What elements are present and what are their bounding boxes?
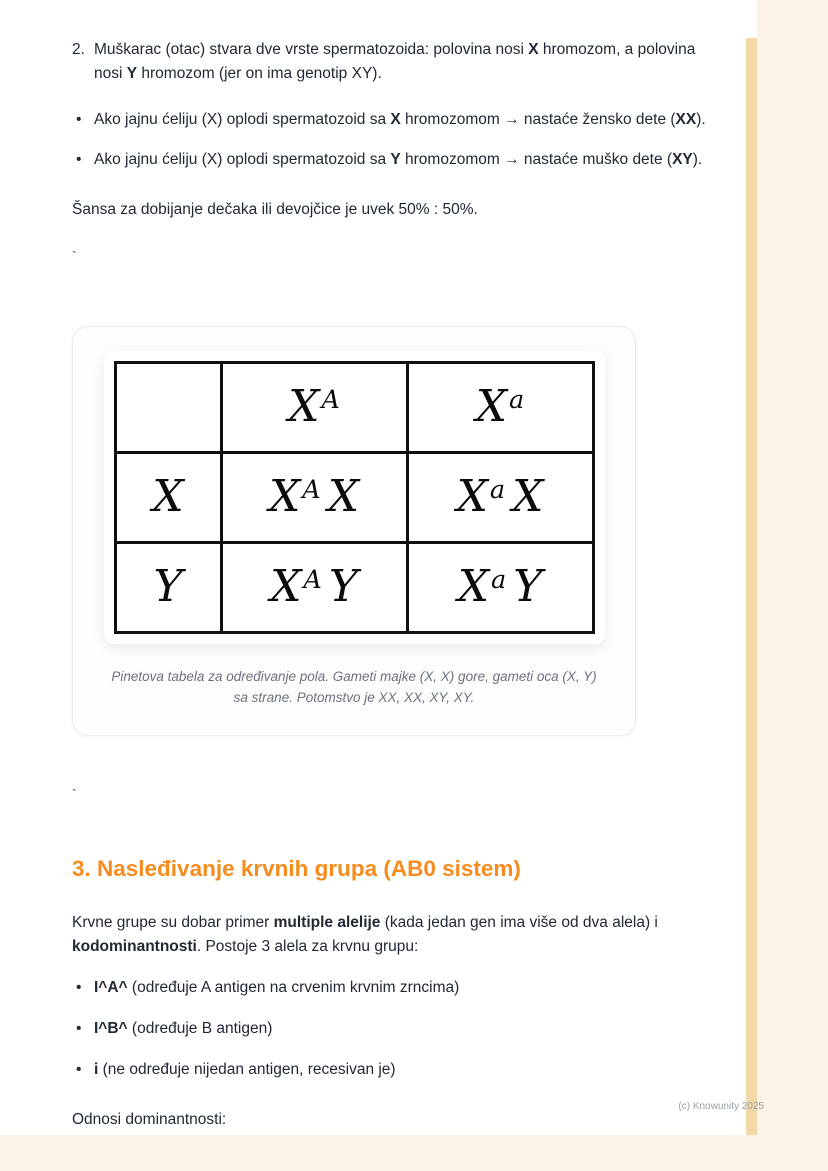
punnett-row xyxy=(115,452,593,542)
stray-backtick: ` xyxy=(72,248,77,265)
text-run: hromozom, a polovina nosi xyxy=(94,41,696,83)
allele-superscript: A xyxy=(302,475,321,506)
text-run: (određuje A antigen na crvenim krvnim zrncima) xyxy=(127,978,460,996)
bold-run: kodominantnosti xyxy=(72,937,197,955)
text-run: ). xyxy=(692,151,703,169)
figure-caption: Pinetova tabela za određivanje pola. Gameti majke (X, X) gore, gameti oca (X, Y) sa strane. Potomstvo je XX, XX, XY, XY. xyxy=(111,668,597,706)
blood-intro-paragraph xyxy=(72,911,720,959)
numbered-item-2 xyxy=(72,38,721,86)
allele-tail: Y xyxy=(328,561,358,613)
watermark: (c) Knowunity 2025 xyxy=(678,1101,764,1112)
allele-superscript: a xyxy=(509,385,525,416)
bullet-item-y xyxy=(76,148,721,172)
text-run: hromozom (jer on ima genotip XY). xyxy=(137,65,382,83)
allele-base: X xyxy=(288,381,320,433)
bold-run: X xyxy=(390,111,401,129)
bullet-item-text xyxy=(94,976,459,1000)
bold-run: I^A^ xyxy=(94,978,128,996)
section-heading-blood-groups: 3. Nasleđivanje krvnih grupa (AB0 sistem) xyxy=(72,855,521,881)
allele-superscript: a xyxy=(489,475,506,506)
text-run: (određuje B antigen) xyxy=(127,1019,273,1037)
text-run: Krvne grupe su dobar primer xyxy=(72,913,274,931)
punnett-cell xyxy=(115,362,221,452)
allele-base: X xyxy=(270,561,302,613)
stray-backtick: ` xyxy=(72,785,77,802)
allele-base: X xyxy=(456,471,488,523)
bullet-item-allele-a xyxy=(76,976,721,1000)
allele-base: X xyxy=(152,471,184,523)
punnett-cell xyxy=(407,542,593,632)
right-accent-bar xyxy=(746,38,757,1135)
bullet-item-x xyxy=(76,108,721,132)
text-run: . Postoje 3 alela za krvnu grupu: xyxy=(196,937,419,955)
bullet-item-text xyxy=(94,1058,396,1082)
text-run: hromozomom → nastaće muško dete ( xyxy=(400,151,673,169)
bullet-item-text xyxy=(94,148,702,172)
allele-base: Y xyxy=(153,561,183,613)
text-run: (kada jedan gen ima više od dva alela) i xyxy=(380,913,658,931)
punnett-cell xyxy=(221,362,407,452)
text-run: Ako jajnu ćeliju (X) oplodi spermatozoid sa xyxy=(94,111,391,129)
text-run: (ne određuje nijedan antigen, recesivan je) xyxy=(98,1060,396,1078)
bullet-item-allele-i xyxy=(76,1058,721,1082)
allele-superscript: A xyxy=(321,385,340,416)
punnett-cell xyxy=(221,542,407,632)
punnett-cell xyxy=(115,452,221,542)
allele-superscript: a xyxy=(491,565,507,596)
text-run: Muškarac (otac) stvara dve vrste spermatozoida: polovina nosi xyxy=(94,41,529,58)
allele-tail: X xyxy=(327,471,360,523)
punnett-table xyxy=(114,361,595,634)
bold-run: i xyxy=(94,1060,99,1078)
bullet-item-allele-b xyxy=(76,1017,721,1041)
list-number: 2. xyxy=(72,41,85,58)
allele-tail: Y xyxy=(513,561,543,613)
allele-base: X xyxy=(268,471,301,523)
chance-paragraph: Šansa za dobijanje dečaka ili devojčice je uvek 50% : 50%. xyxy=(72,201,478,219)
punnett-cell xyxy=(115,542,221,632)
text-run: hromozomom → nastaće žensko dete ( xyxy=(400,111,676,129)
allele-base: X xyxy=(457,561,490,613)
allele-superscript: A xyxy=(303,565,322,596)
punnett-row xyxy=(115,362,593,452)
punnett-figure xyxy=(104,351,605,644)
punnett-row xyxy=(115,542,593,632)
bold-run: X xyxy=(528,41,539,58)
bold-run: XY xyxy=(672,151,693,169)
punnett-cell xyxy=(221,452,407,542)
bold-run: multiple alelije xyxy=(273,913,381,931)
numbered-item-text xyxy=(94,38,718,86)
text-run: Ako jajnu ćeliju (X) oplodi spermatozoid sa xyxy=(94,151,391,169)
bullet-item-text xyxy=(94,1017,272,1041)
bold-run: XX xyxy=(675,111,697,129)
bullet-item-text xyxy=(94,108,706,132)
dominance-paragraph: Odnosi dominantnosti: xyxy=(72,1110,227,1128)
figure-card xyxy=(72,326,636,736)
punnett-cell xyxy=(407,362,593,452)
allele-tail: X xyxy=(512,471,544,523)
punnett-cell xyxy=(407,452,593,542)
allele-base: X xyxy=(475,381,508,433)
bold-run: Y xyxy=(390,151,401,169)
bold-run: I^B^ xyxy=(94,1019,128,1037)
text-run: ). xyxy=(696,111,706,129)
bold-run: Y xyxy=(126,65,138,83)
